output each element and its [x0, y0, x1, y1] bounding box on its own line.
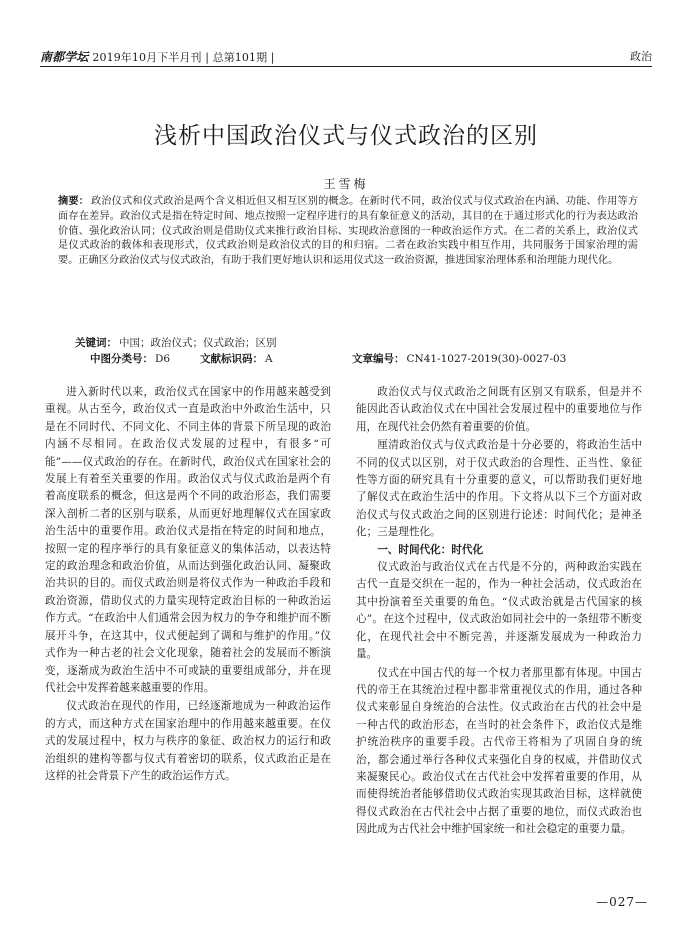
body-right-column [356, 384, 642, 839]
article-number [352, 351, 566, 366]
clc-value: D6 [155, 353, 171, 365]
page-number: —027— [596, 895, 648, 909]
abstract-label: 摘要： [58, 195, 89, 207]
section-label: 政治 [630, 50, 652, 63]
body-paragraph: 进入新时代以来，政治仪式在国家中的作用越来越受到重视。从古至今，政治仪式一直是政治中外政治生活中，只是在不同时代、不同文化、不同主体的背景下所呈现的政治内涵不尽相同。在政治仪式发展的过程中，有很多“可能”——仪式政治的存在。在新时代，政治仪式在国家社会的发展上有着至关重要的作用。政治仪式与仪式政治是两个有着高度联系的概念，但这是两个不同的政治形态，我们需要深入剖析二者的区别与联系，从而更好地理解仪式在国家政治生活中的重要作用。政治仪式是指在特定的时间和地点，按照一定的程序举行的具有象征意义的集体活动，以表达特定的政治理念和政治价值，从而达到强化政治认同、凝聚政治共识的目的。而仪式政治则是将仪式作为一种政治手段和政治资源，借助仪式的力量实现特定政治目标的一种政治运作方式。“在政治中人们通常会因为权力的争夺和维护而不断展开斗争，在这其中，仪式便起到了调和与维护的作用。”仪式作为一种古老的社会文化现象，随着社会的发展而不断演变，逐渐成为政治生活中不可或缺的重要组成部分，并在现代社会中发挥着越来越重要的作用。 [45, 386, 331, 694]
body-paragraph: 厘清政治仪式与仪式政治是十分必要的，将政治生活中不同的仪式以区别，对于仪式政治的合理性、正当性、象征性等方面的研究具有十分重要的意义，可以帮助我们更好地了解仪式在政治生活中的作用。下文将从以下三个方面对政治仪式与仪式政治之间的区别进行论述：时间代化；是神圣化；三是理性化。 [356, 439, 642, 539]
body-paragraph: 政治仪式与仪式政治之间既有区别又有联系，但是并不能因此否认政治仪式在中国社会发展过程中的重要地位与作用，在现代社会仍然有着重要的价值。 [356, 386, 642, 433]
journal-info [40, 48, 275, 65]
journal-name: 南都学坛 [40, 50, 89, 64]
body-paragraph: 仪式政治与政治仪式在古代是不分的，两种政治实践在古代一直是交织在一起的，作为一种社会活动，仪式政治在其中扮演着至关重要的角色。“仪式政治就是古代国家的核心”。在这个过程中，仪式政治如同社会中的一条纽带不断变化，在现代社会中不断完善，并逐渐发展成为一种政治力量。 [356, 561, 642, 661]
article-title: 浅析中国政治仪式与仪式政治的区别 [154, 123, 538, 149]
body-left-column [45, 384, 331, 785]
section-heading: 一、时间代化：时代化 [377, 543, 484, 556]
issue-info: 2019年10月下半月刊 | 总第101期 | [92, 51, 275, 64]
running-header [40, 46, 652, 68]
abstract [58, 194, 638, 269]
keywords [75, 335, 635, 350]
clc-label: 中图分类号： [90, 353, 153, 365]
body-paragraph: 仪式在中国古代的每一个权力者那里都有体现。中国古代的帝王在其统治过程中都非常重视仪式的作用，通过各种仪式来彰显自身统治的合法性。仪式政治在古代的社会中是一种古代的政治形态，在当时的社会条件下，政治仪式是维护统治秩序的重要手段。古代帝王将相为了巩固自身的统治，都会通过举行各种仪式来强化自身的权威，并借助仪式来凝聚民心。政治仪式在古代社会中发挥着重要的作用，从而使得统治者能够借助仪式政治实现其政治目标，这样就使得仪式政治在古代社会中占据了重要的地位，而仪式政治也因此成为古代社会中维护国家统一和社会稳定的重要力量。 [356, 666, 642, 836]
article-author: 王雪梅 [323, 177, 369, 191]
classification-meta [90, 351, 650, 365]
article-no-value: CN41-1027-2019(30)-0027-03 [406, 353, 567, 365]
doc-code-label: 文献标识码： [200, 353, 263, 365]
keywords-label: 关键词： [75, 337, 117, 349]
clc-number [90, 351, 170, 366]
keywords-text: 中国；政治仪式；仪式政治；区别 [119, 337, 277, 349]
document-code [200, 351, 273, 366]
body-paragraph: 仪式政治在现代的作用，已经逐渐地成为一种政治运作的方式，而这种方式在国家治理中的作用越来越重要。在仪式的发展过程中，权力与秩序的象征、政治权力的运行和政治组织的建构等都与仪式有着密切的联系，仪式政治正是在这样的社会背景下产生的政治运作方式。 [45, 700, 331, 782]
header-divider [40, 66, 652, 67]
article-no-label: 文章编号： [352, 353, 405, 365]
abstract-text: 政治仪式和仪式政治是两个含义相近但又相互区别的概念。在新时代不同，政治仪式与仪式政治在内涵、功能、作用等方面存在差异。政治仪式是指在特定时间、地点按照一定程序进行的具有象征意义的活动，其目的在于通过形式化的行为表达政治价值、强化政治认同；仪式政治则是借助仪式来推行政治目标、实现政治意图的一种政治运作方式。在二者的关系上，政治仪式是仪式政治的载体和表现形式，仪式政治则是政治仪式的目的和归宿。二者在政治实践中相互作用，共同服务于国家治理的需要。正确区分政治仪式与仪式政治，有助于我们更好地认识和运用仪式这一政治资源，推进国家治理体系和治理能力现代化。 [58, 196, 639, 267]
doc-code-value: A [265, 353, 273, 365]
